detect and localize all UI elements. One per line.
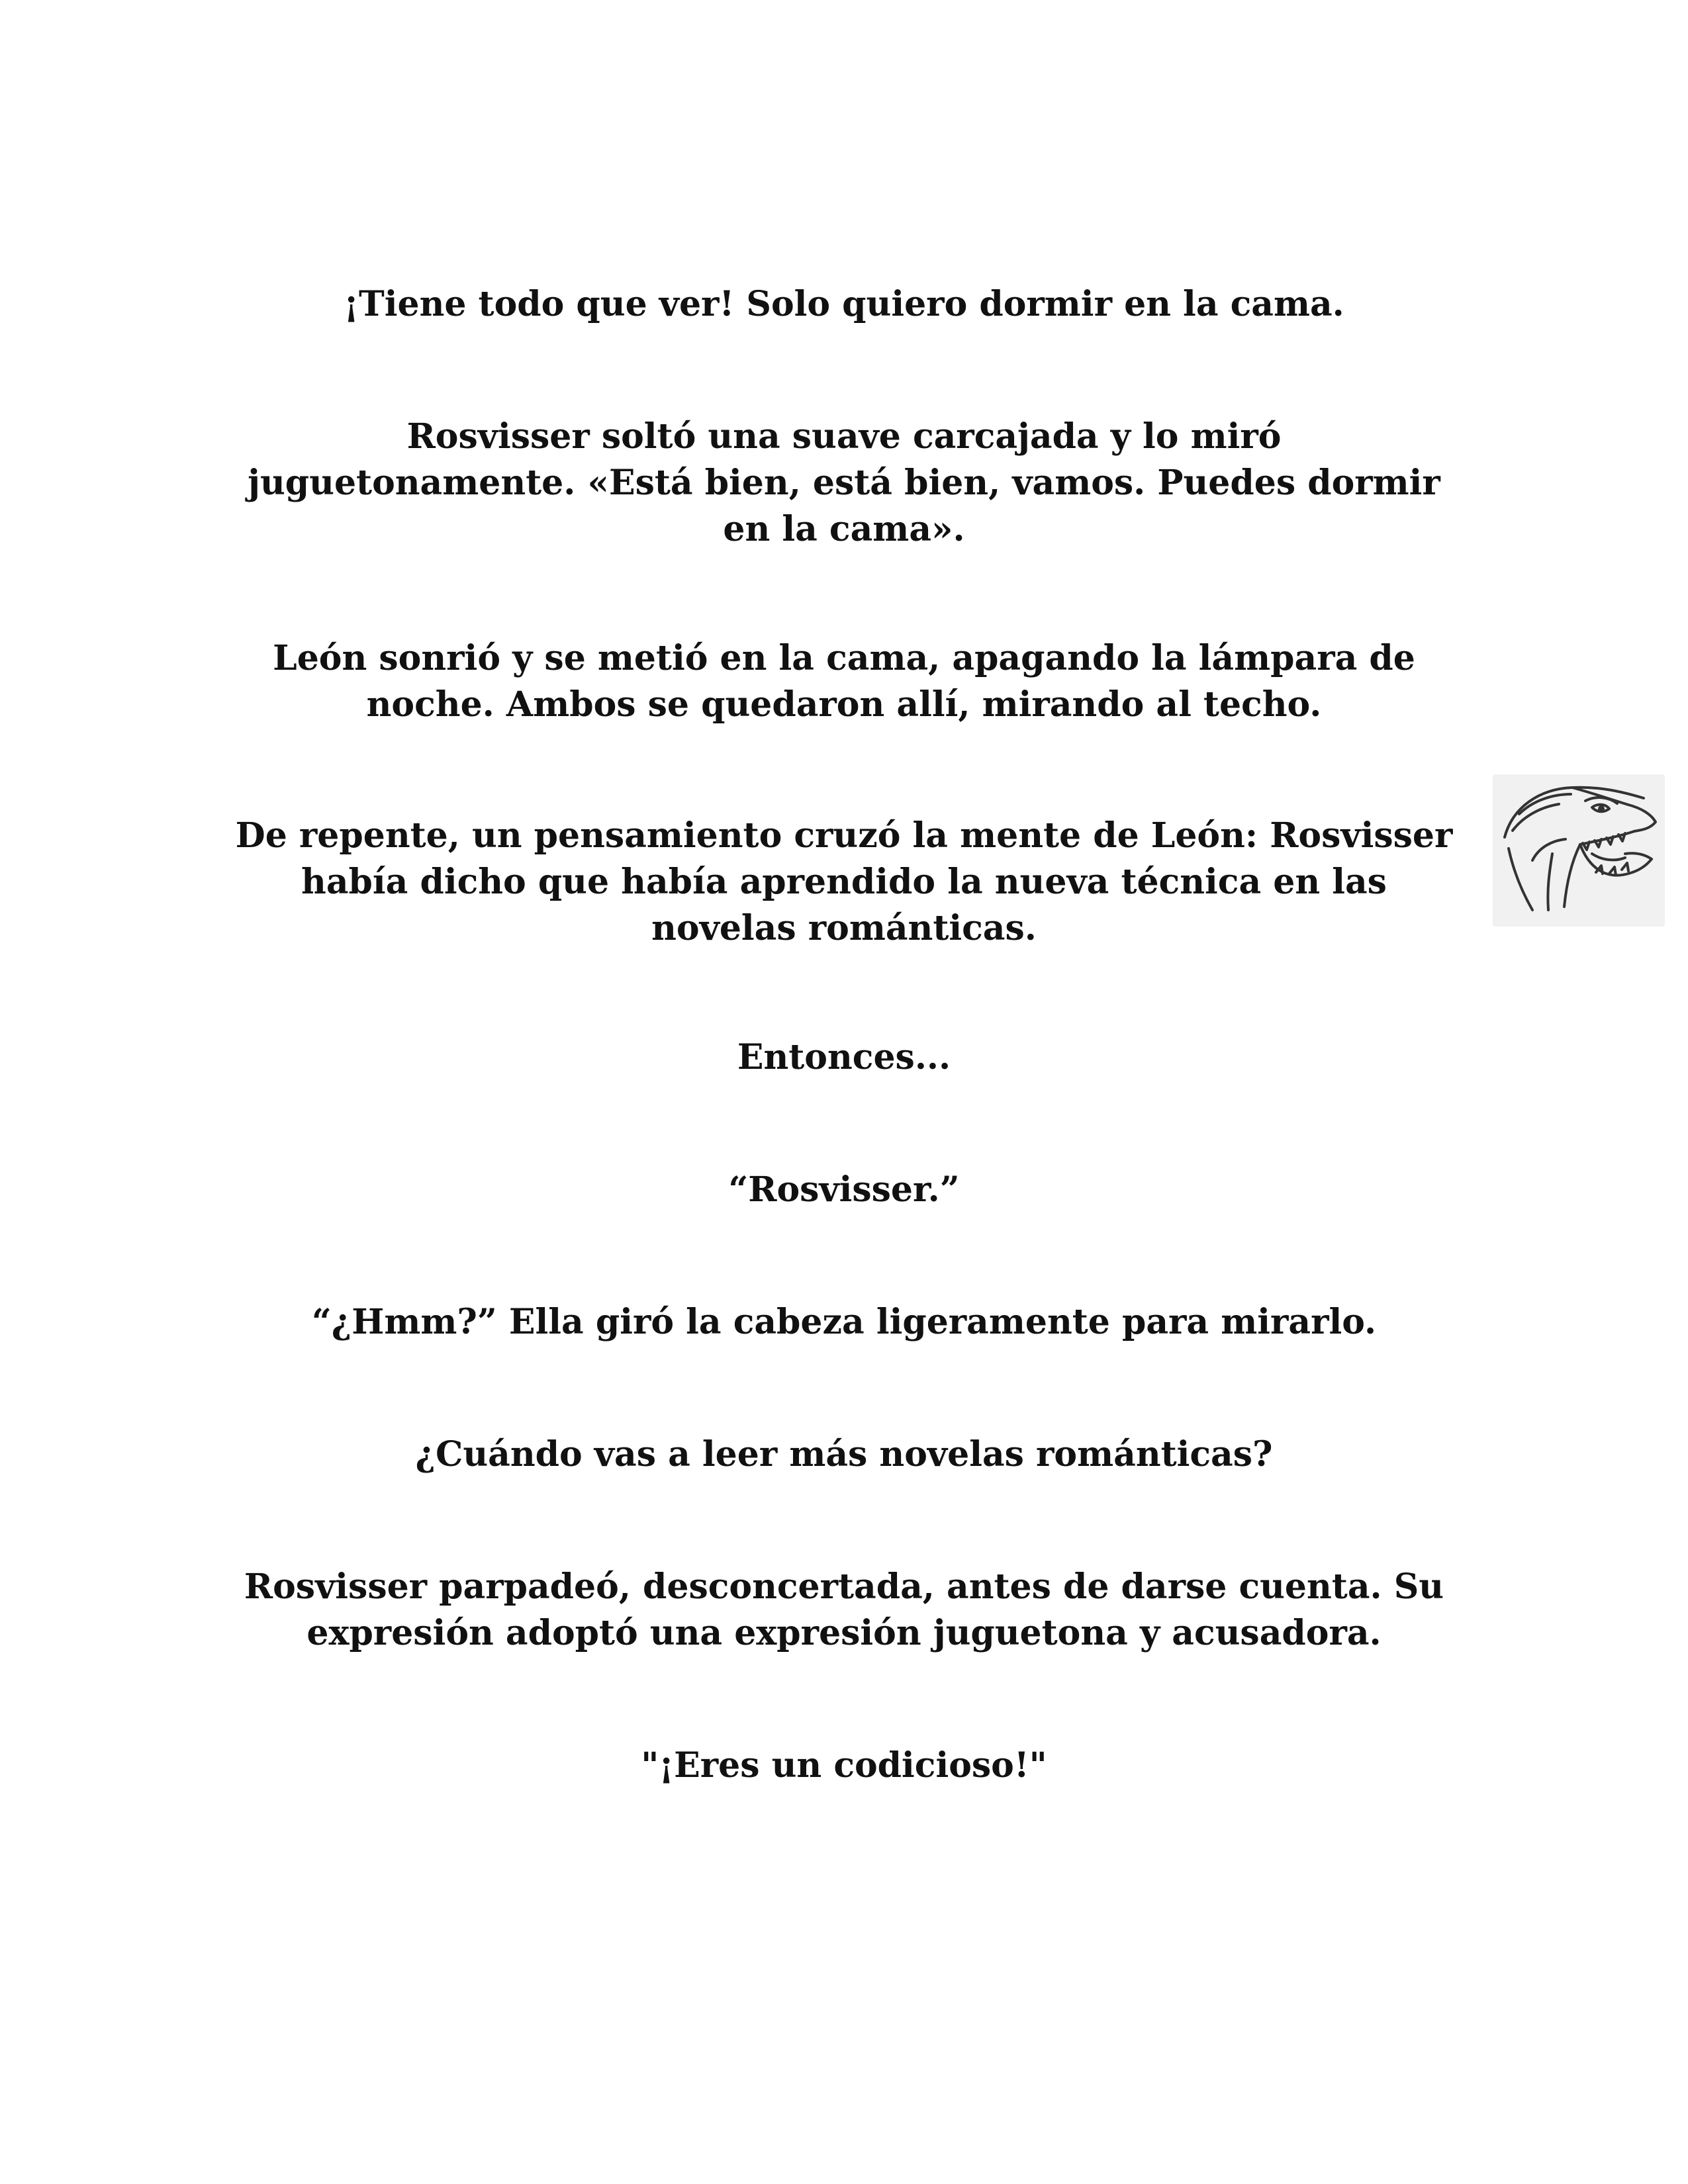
paragraph-line: noche. Ambos se quedaron allí, mirando al techo. [366,684,1322,725]
paragraph-line: ¿Cuándo vas a leer más novelas románticas? [415,1434,1273,1475]
paragraph-line: "¡Eres un codicioso!" [641,1745,1047,1786]
dinosaur-head-sketch-icon [1493,774,1665,927]
paragraph-line: juguetonamente. «Está bien, está bien, vamos. Puedes dormir [248,463,1440,503]
paragraph-7 [232,1299,1456,1345]
paragraph-line: Rosvisser parpadeó, desconcertada, antes de darse cuenta. Su [244,1567,1444,1607]
paragraph-6 [232,1167,1456,1213]
paragraph-4 [232,813,1456,952]
paragraph-line: “¿Hmm?” Ella giró la cabeza ligeramente para mirarlo. [311,1302,1377,1342]
paragraph-line: “Rosvisser.” [728,1169,960,1210]
paragraph-line: expresión adoptó una expresión juguetona y acusadora. [306,1613,1382,1653]
paragraph-line: Rosvisser soltó una suave carcajada y lo miró [406,416,1282,457]
paragraph-line: novelas románticas. [651,908,1037,948]
paragraph-line: había dicho que había aprendido la nueva técnica en las [301,862,1387,902]
paragraph-5 [232,1034,1456,1081]
paragraph-9 [232,1564,1456,1657]
paragraph-line: De repente, un pensamiento cruzó la mente de León: Rosvisser [235,815,1453,856]
paragraph-8 [232,1432,1456,1478]
paragraph-line: en la cama». [723,509,965,549]
paragraph-10 [232,1743,1456,1789]
paragraph-line: León sonrió y se metió en la cama, apagando la lámpara de [273,638,1415,678]
paragraph-1 [232,281,1456,328]
paragraph-line: ¡Tiene todo que ver! Solo quiero dormir en la cama. [344,284,1344,324]
paragraph-3 [232,635,1456,728]
paragraph-2 [232,414,1456,553]
paragraph-line: Entonces... [737,1037,951,1077]
